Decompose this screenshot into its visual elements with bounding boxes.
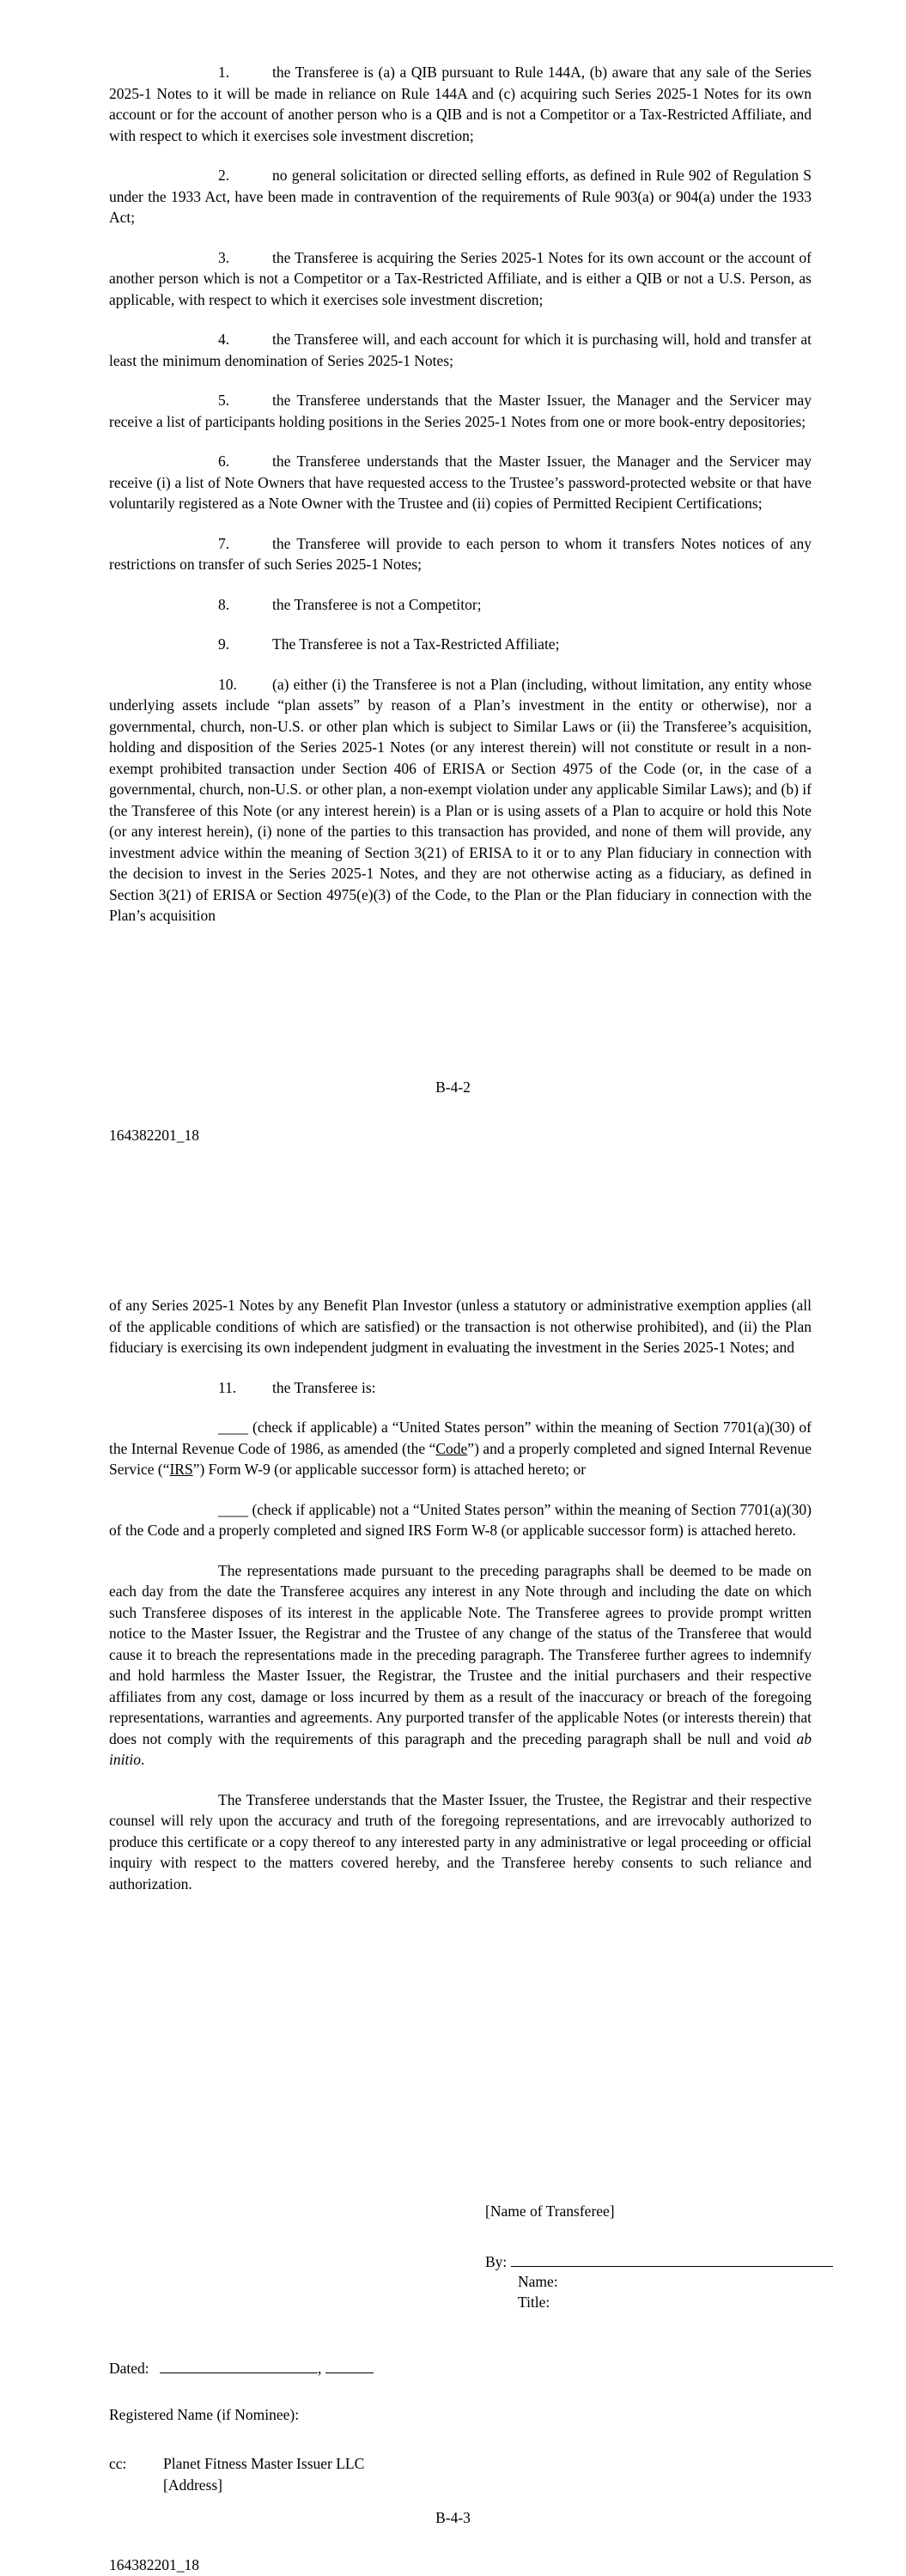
item-text: (a) either (i) the Transferee is not a Plan (including, without limitation, any entity whose underlying assets include “plan assets” by reason of a Plan’s investment in the entity or otherwise), nor a governmental, church, non-U.S. or other plan which is subject to Similar Laws or (ii) the Transferee’s acquisition, holding and disposition of the Series 2025-1 Notes (or any interest therein) will not constitute or result in a non-exempt prohibited transaction under Section 406 of ERISA or Section 4975 of the Code (or, in the case of a governmental, church, non-U.S. or other plan, a non-exempt violation under any applicable Similar Laws); and (b) if the Transferee of this Note (or any interest herein) is a Plan or is using assets of a Plan to acquire or hold this Note (or any interest herein), (i) none of the parties to this transaction has provided, and none of them will provide, any investment advice within the meaning of Section 3(21) of ERISA to it or to any Plan fiduciary in connection with the decision to invest in the Series 2025-1 Notes, and they are not otherwise acting as a fiduciary, as defined in Section 3(21) of ERISA or Section 4975(e)(3) of the Code, to the Plan or the Plan fiduciary in connection with the Plan’s acquisition — [109, 675, 812, 924]
paragraph-text: The representations made pursuant to the preceding paragraphs shall be deemed to be made on each day from the date the Transferee acquires any interest in any Note through and including the date on which such Transferee disposes of its interest in the applicable Note. The Transferee agrees to provide prompt written notice to the Master Issuer, the Registrar and the Trustee of any change of the status of the Transferee that would cause it to breach the representations made in the preceding paragraph. The Transferee further agrees to indemnify and hold harmless the Master Issuer, the Registrar, the Trustee and the initial purchasers and their respective affiliates from any cost, damage or loss incurred by them as a result of the inaccuracy or breach of the foregoing representations, warranties and agreements. Any purported transfer of the applicable Notes (or interests therein) that does not comply with the requirements of this paragraph and the preceding paragraph shall be null and void — [109, 1561, 812, 1747]
cc-block — [109, 2453, 812, 2495]
item-number: 9. — [218, 635, 230, 653]
paragraph-text: . — [140, 1751, 145, 1768]
dated-line — [109, 2357, 812, 2379]
option-text: (check if applicable) not a “United States person” within the meaning of Section 7701(a)(30) of the Code and a properly completed and signed IRS Form W-8 (or applicable successor form) is attached hereto. — [109, 1500, 812, 1539]
item-number: 6. — [218, 453, 230, 470]
list-item — [109, 165, 812, 228]
document-page-2 — [0, 1172, 906, 2573]
cc-address: [Address] — [163, 2476, 223, 2494]
representations-list — [109, 62, 812, 927]
date-comma: , — [318, 2360, 322, 2377]
checkbox-blank[interactable]: ____ — [218, 1419, 248, 1436]
page-2-body — [109, 1295, 812, 1894]
item-text: the Transferee is acquiring the Series 2025-1 Notes for its own account or the account of another person which is not a Competitor or a Tax-Restricted Affiliate, and is either a QIB or not a U.S. Person, as applicable, with respect to which it exercises sole investment discretion; — [109, 248, 812, 308]
item-text: no general solicitation or directed selling efforts, as defined in Rule 902 of Regulation S under the 1933 Act, have been made in contravention of the requirements of Rule 903(a) or 904(a) under the 1933 Act; — [109, 167, 812, 226]
list-item — [109, 1377, 812, 1399]
by-label: By: — [485, 2253, 508, 2270]
document-id: 164382201_18 — [109, 2556, 199, 2573]
signature-by-line — [485, 2251, 833, 2273]
list-item — [109, 451, 812, 514]
registered-name-label: Registered Name (if Nominee): — [109, 2406, 300, 2423]
latin-term: ab initio — [109, 1729, 812, 1768]
list-item — [109, 674, 812, 927]
cc-label: cc: — [109, 2455, 127, 2472]
signature-field[interactable] — [511, 2251, 833, 2267]
item-number: 5. — [218, 392, 230, 409]
list-item — [109, 390, 812, 432]
page-number: B-4-3 — [435, 2509, 471, 2526]
representations-paragraph — [109, 1560, 812, 1771]
item-text: the Transferee is not a Competitor; — [272, 595, 482, 613]
item-text: the Transferee understands that the Master Issuer, the Manager and the Servicer may receive (i) a list of Note Owners that have requested access to the Trustee’s password-protected website or that have voluntarily registered as a Note Owner with the Trustee and (ii) copies of Permitted Recipient Certifications; — [109, 453, 812, 512]
item-number: 2. — [218, 167, 230, 184]
document-page-1 — [0, 0, 906, 1172]
page-number: B-4-2 — [435, 1078, 471, 1096]
signature-name-label: Name: — [518, 2273, 558, 2290]
date-field[interactable] — [160, 2357, 318, 2373]
item-text: the Transferee will provide to each person to whom it transfers Notes notices of any restrictions on transfer of such Series 2025-1 Notes; — [109, 534, 812, 573]
item-text: the Transferee is: — [272, 1378, 376, 1396]
item-number: 8. — [218, 595, 230, 613]
us-person-option — [109, 1417, 812, 1480]
option-text: (check if applicable) a “United States person” within the meaning of Section 7701(a)(30) of the Internal Revenue Code of 1986, as amended (the “ — [109, 1419, 812, 1457]
list-item — [109, 533, 812, 575]
list-item — [109, 634, 812, 655]
item-text: the Transferee will, and each account for which it is purchasing will, hold and transfer at least the minimum denomination of Series 2025-1 Notes; — [109, 331, 812, 369]
document-id: 164382201_18 — [109, 1127, 199, 1144]
signature-title-label: Title: — [518, 2293, 550, 2311]
continuation-paragraph: of any Series 2025-1 Notes by any Benefit Plan Investor (unless a statutory or administrative exemption applies (all of the applicable conditions of which are satisfied) or the transaction is not otherwise prohibited), and (ii) the Plan fiduciary is exercising its own independent judgment in evaluating the investment in the Series 2025-1 Notes; and — [109, 1297, 812, 1356]
item-number: 11. — [218, 1378, 237, 1396]
list-item — [109, 329, 812, 371]
cc-recipient: Planet Fitness Master Issuer LLC — [163, 2455, 365, 2472]
list-item — [109, 594, 812, 616]
option-text: ”) and a properly completed and signed Internal Revenue Service (“ — [109, 1439, 812, 1478]
item-text: the Transferee understands that the Master Issuer, the Manager and the Servicer may receive a list of participants holding positions in the Series 2025-1 Notes from one or more book-entry depositories; — [109, 392, 812, 430]
item-number: 1. — [218, 64, 230, 81]
checkbox-blank[interactable]: ____ — [218, 1500, 248, 1518]
reliance-paragraph: The Transferee understands that the Master Issuer, the Trustee, the Registrar and their respective counsel will rely upon the accuracy and truth of the foregoing representations, and are irrevocably authorized to produce this certificate or a copy thereof to any interested party in any administrative or legal proceeding or official inquiry with respect to the matters covered hereby, and the Transferee hereby consents to such reliance and authorization. — [109, 1790, 812, 1893]
transferee-name: [Name of Transferee] — [485, 2202, 615, 2220]
defined-term-code: Code — [435, 1439, 468, 1457]
item-number: 3. — [218, 248, 230, 266]
defined-term-irs: IRS — [169, 1461, 193, 1478]
dated-label: Dated: — [109, 2360, 149, 2377]
list-item — [109, 62, 812, 146]
item-text: the Transferee is (a) a QIB pursuant to Rule 144A, (b) aware that any sale of the Series 2025-1 Notes to it will be made in reliance on Rule 144A and (c) acquiring such Series 2025-1 Notes for its own account or for the account of another person who is a QIB and is not a Competitor or a Tax-Restricted Affiliate, and with respect to which it exercises sole investment discretion; — [109, 64, 812, 144]
option-text: ”) Form W-9 (or applicable successor form) is attached hereto; or — [192, 1461, 587, 1478]
item-number: 7. — [218, 534, 230, 552]
item-number: 10. — [218, 675, 237, 693]
item-text: The Transferee is not a Tax-Restricted Affiliate; — [272, 635, 560, 653]
year-field[interactable] — [325, 2357, 374, 2373]
item-number: 4. — [218, 331, 230, 348]
non-us-person-option — [109, 1499, 812, 1541]
list-item — [109, 247, 812, 311]
